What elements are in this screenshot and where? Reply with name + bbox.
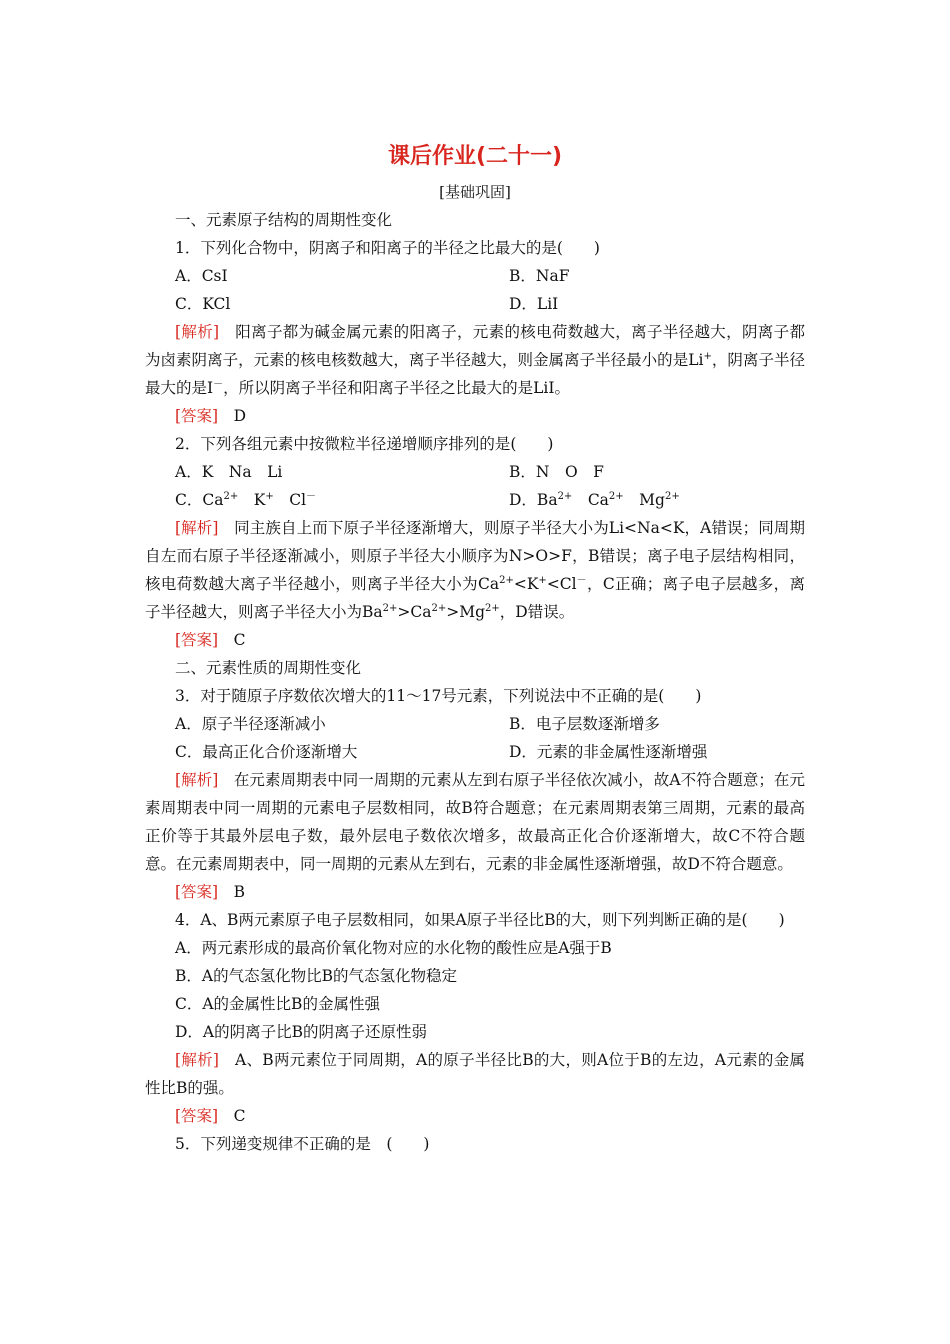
superscript: － [213, 378, 224, 390]
answer-line [145, 626, 805, 654]
question-stem: 4．A、B两元素原子电子层数相同，如果A原子半径比B的大，则下列判断正确的是( ) [175, 911, 785, 929]
options-row [145, 290, 805, 318]
analysis-text: ，阴离子半径最大的是I [145, 351, 805, 397]
analysis-paragraph [145, 318, 805, 402]
analysis-paragraph: [解析] 在元素周期表中同一周期的元素从左到右原子半径依次减小，故A不符合题意；在元素周期表中同一周期的元素电子层数相同，故B符合题意；在元素周期表第三周期，元素的最高正价等于其最外层电子数，最外层电子数依次增多，故最高正化合价逐渐增大，故C不符合题意。在元素周期表中，同一周期的元素从左到右，元素的非金属性逐渐增强，故D不符合题意。 [145, 771, 805, 873]
option-a: A．K Na Li [175, 463, 283, 481]
option-c: C．KCl [175, 295, 231, 313]
option-b: B．A的气态氢化物比B的气态氢化物稳定 [175, 967, 457, 985]
analysis-paragraph: [解析] A、B两元素位于同周期，A的原子半径比B的大，则A位于B的左边，A元素的金属性比B的强。 [145, 1051, 805, 1097]
option-d: D．$Ba^{2+}$ $Ca^{2+}$ $Mg^{2+}$ [509, 490, 680, 509]
option-b: B．N O F [509, 463, 604, 481]
analysis-tag: [解析] [175, 1051, 219, 1069]
options-row [145, 486, 805, 514]
option-c: C．A的金属性比B的金属性强 [175, 995, 380, 1013]
section-subtitle: [基础巩固] [439, 183, 511, 201]
answer-line [145, 1102, 805, 1130]
superscript: + [703, 350, 712, 362]
analysis-paragraph: [解析] 同主族自上而下原子半径逐渐增大，则原子半径大小为Li<Na<K，A错误；同周期自左而右原子半径逐渐减小，则原子半径大小顺序为N>O>F，B错误；离子电子层结构相同，核电荷数越大离子半径越小，则离子半径大小为$Ca^{2+}<K^+<Cl^-$，C正确；离子电子层越多，离子半径越大，则离子半径大小为$Ba^{2+}>Ca^{2+}>Mg^{2+}$，D错误。 [145, 519, 805, 621]
option-d: D．A的阴离子比B的阴离子还原性弱 [175, 1023, 428, 1041]
answer-tag: [答案] [175, 407, 219, 425]
analysis-tag: [解析] [175, 771, 219, 789]
option-a: A．CsI [175, 267, 228, 285]
answer-tag: [答案] [175, 883, 219, 901]
answer-tag: [答案] [175, 631, 219, 649]
option-a: A．两元素形成的最高价氧化物对应的水化物的酸性应是A强于B [175, 939, 612, 957]
analysis-tag: [解析] [175, 519, 219, 537]
section-heading: 一、元素原子结构的周期性变化 [175, 211, 393, 229]
options-row [145, 458, 805, 486]
option-c: C．$Ca^{2+}$ K+ Cl－ [175, 490, 317, 509]
option-d: D．元素的非金属性逐渐增强 [509, 743, 708, 761]
options-row [145, 738, 805, 766]
page-title: 课后作业(二十一) [387, 144, 563, 169]
option-b: B．电子层数逐渐增多 [509, 715, 660, 733]
question-stem: 5．下列递变规律不正确的是 ( ) [175, 1135, 430, 1153]
document-body [145, 206, 805, 1158]
question-stem: 1．下列化合物中，阴离子和阳离子的半径之比最大的是( ) [175, 239, 600, 257]
answer-line [145, 878, 805, 906]
analysis-text: ，所以阴离子半径和阳离子半径之比最大的是LiI。 [223, 379, 570, 397]
analysis-tag: [解析] [175, 323, 220, 341]
option-d: D．LiI [509, 295, 559, 313]
option-c: C．最高正化合价逐渐增大 [175, 743, 358, 761]
answer-value: D [233, 407, 247, 425]
option-a: A．原子半径逐渐减小 [175, 715, 326, 733]
answer-value: B [233, 883, 246, 901]
question-stem: 2．下列各组元素中按微粒半径递增顺序排列的是( ) [175, 435, 554, 453]
analysis-text: 阳离子都为碱金属元素的阳离子，元素的核电荷数越大，离子半径越大，阴离子都为卤素阴离子，元素的核电核数越大，离子半径越大，则金属离子半径最小的是Li [145, 323, 805, 369]
answer-value: C [233, 631, 246, 649]
options-row [145, 710, 805, 738]
options-row [145, 262, 805, 290]
answer-value: C [233, 1107, 246, 1125]
answer-line [145, 402, 805, 430]
section-heading: 二、元素性质的周期性变化 [175, 659, 362, 677]
answer-tag: [答案] [175, 1107, 219, 1125]
question-stem: 3．对于随原子序数依次增大的11～17号元素，下列说法中不正确的是( ) [175, 687, 702, 705]
option-b: B．NaF [509, 267, 570, 285]
